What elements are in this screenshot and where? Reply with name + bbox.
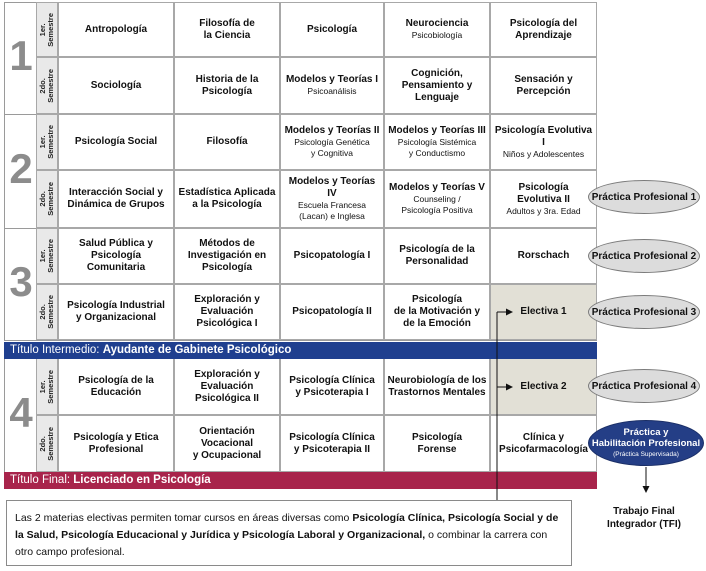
- subject-title: Orientación: [199, 425, 255, 437]
- subject-title: Psicología Clínica: [289, 431, 375, 443]
- subject-title: Modelos y Teorías IV: [288, 176, 376, 199]
- year-number: 3: [9, 258, 33, 305]
- semester-label-line: 1er.: [38, 23, 48, 36]
- subject-title: Psicología: [201, 262, 252, 273]
- subject-title: Psicología del: [509, 17, 578, 29]
- semester-label-line: 1er.: [38, 380, 48, 393]
- subject-subtitle: (Lacan) e Inglesa: [299, 211, 365, 221]
- subject-subtitle: Adultos y 3ra. Edad: [506, 205, 581, 216]
- semester-label-line: Semestre: [46, 182, 55, 216]
- subject-subtitle: Psicología Positiva: [401, 205, 473, 215]
- subject-title: Psicología y Etica: [73, 431, 159, 443]
- subject-subtitle: Psicoanálisis: [307, 86, 357, 96]
- semester-label-line: Semestre: [46, 239, 55, 273]
- subject-title: Psicopatología I: [293, 250, 371, 261]
- subject-title: Percepción: [516, 85, 571, 97]
- subject-title: Psicología: [411, 294, 462, 305]
- practice-oval: Práctica Profesional 2: [588, 239, 700, 273]
- subject-title: Lenguaje: [415, 91, 459, 103]
- subject-title: de la Emoción: [403, 318, 471, 329]
- subject-title: Cognición,: [411, 67, 463, 79]
- subject-title: Electiva 2: [520, 380, 567, 392]
- supervised-practice-oval: [588, 420, 704, 466]
- subject-title: Neurobiología de los: [387, 374, 487, 386]
- subject-title: Modelos y Teorías V: [389, 182, 485, 193]
- tfi-label: [596, 505, 692, 531]
- semester-label-line: Semestre: [46, 125, 55, 159]
- semester-label-line: Semestre: [46, 68, 55, 103]
- subject-title: Psicología Evolutiva I: [494, 124, 593, 148]
- year-number: 2: [9, 145, 33, 192]
- subject-title: Psicológica II: [195, 392, 259, 404]
- subject-title: Trastornos Mentales: [388, 386, 486, 398]
- subject-title: Historia de la: [195, 73, 259, 85]
- semester-label-line: Semestre: [46, 426, 55, 461]
- subject-title: Profesional: [88, 443, 144, 455]
- subject-subtitle: Counseling /: [413, 194, 461, 204]
- subject-title: Psicofarmacología: [499, 443, 588, 455]
- subject-title: Interacción Social y: [69, 187, 163, 198]
- subject-title: Psicología Clínica: [289, 374, 375, 386]
- semester-label-line: Semestre: [46, 295, 55, 329]
- semester-label-line: 1er.: [38, 135, 48, 149]
- supervised-practice-line2: Habilitación Profesional: [591, 437, 701, 449]
- subject-title: Aprendizaje: [515, 29, 572, 41]
- subject-title: Neurociencia: [405, 18, 469, 29]
- subject-title: Exploración y: [194, 368, 260, 380]
- note-bold: Psicología Clínica, Psicología Social y de la Salud, Psicología Educacional y Jurídica y Psicología Laboral y Organizacional,: [15, 512, 559, 541]
- subject-title: Vocacional: [200, 437, 254, 449]
- subject-title: Antropología: [84, 23, 148, 35]
- practice-oval: Práctica Profesional 1: [588, 180, 700, 214]
- subject-title: Educación: [90, 386, 142, 398]
- subject-title: Estadística Aplicada: [178, 187, 276, 198]
- year-number: 4: [9, 389, 33, 436]
- note-text-1: Las 2 materias electivas permiten tomar cursos en áreas diversas como: [15, 512, 353, 524]
- subject-title: Pensamiento y: [401, 79, 473, 91]
- subject-title: Dinámica de Grupos: [67, 199, 165, 210]
- subject-title: Personalidad: [405, 256, 469, 267]
- subject-title: Modelos y Teorías II: [284, 125, 380, 136]
- electives-note: [6, 500, 572, 566]
- semester-label-line: 2do.: [38, 191, 48, 207]
- subject-title: de la Motivación y: [393, 306, 481, 317]
- semester-label-line: 1er.: [38, 249, 48, 263]
- year-number: 1: [9, 32, 33, 79]
- subject-subtitle: Escuela Francesa: [297, 200, 367, 210]
- subject-title: Evaluación: [200, 380, 254, 392]
- subject-title: Comunitaria: [86, 262, 146, 273]
- subject-title: Modelos y Teorías I: [285, 74, 379, 85]
- subject-subtitle: Psicología Sistémica: [397, 137, 477, 147]
- subject-title: y Psicoterapia II: [293, 443, 371, 455]
- connector-arrows: [497, 312, 646, 500]
- subject-title: Sociología: [90, 79, 142, 91]
- intermediate-title-band-name: Ayudante de Gabinete Psicológico: [102, 344, 292, 356]
- note-text-2: o combinar la carrera con otro campo profesional.: [15, 529, 548, 558]
- subject-title: Rorschach: [517, 250, 570, 261]
- subject-title: Salud Pública y: [79, 238, 153, 249]
- semester-label-line: 2do.: [38, 435, 48, 452]
- subject-title: Psicología: [518, 181, 569, 193]
- subject-title: Psicología de la: [399, 244, 475, 255]
- practice-oval: Práctica Profesional 4: [588, 369, 700, 403]
- subject-title: y Psicoterapia I: [295, 386, 369, 398]
- subject-subtitle: Psicobiología: [411, 30, 463, 40]
- intermediate-title-band-prefix: Título Intermedio:: [10, 344, 103, 356]
- subject-title: y Organizacional: [75, 312, 157, 323]
- subject-title: Clínica y: [522, 431, 565, 443]
- subject-title: Psicología: [411, 431, 462, 443]
- subject-title: Psicología: [306, 23, 357, 35]
- final-title-band-prefix: Título Final:: [10, 474, 74, 486]
- subject-title: Filosofía: [206, 136, 248, 147]
- subject-subtitle: Psicología Genética: [294, 137, 370, 147]
- subject-title: Forense: [417, 443, 457, 455]
- semester-label-line: 2do.: [38, 77, 48, 94]
- subject-subtitle: y Cognitiva: [310, 148, 354, 158]
- semester-label-line: 2do.: [38, 304, 48, 320]
- subject-title: Investigación en: [187, 250, 267, 261]
- subject-title: Psicología Social: [74, 136, 158, 147]
- subject-title: Evaluación: [200, 306, 254, 317]
- subject-title: Exploración y: [194, 294, 260, 305]
- subject-title: Psicología: [90, 250, 141, 261]
- final-title-band-name: Licenciado en Psicología: [73, 474, 211, 486]
- subject-title: Psicología: [201, 85, 252, 97]
- subject-title: y Ocupacional: [192, 449, 262, 461]
- subject-title: Psicología de la: [78, 374, 154, 386]
- semester-label-line: Semestre: [46, 369, 55, 404]
- tfi-line1: Trabajo Final: [613, 506, 675, 517]
- subject-title: Métodos de: [199, 238, 255, 249]
- subject-title: Psicopatología II: [292, 306, 372, 317]
- subject-title: Filosofía de: [199, 17, 255, 29]
- subject-title: Modelos y Teorías III: [388, 125, 486, 136]
- subject-title: a la Psicología: [192, 199, 262, 210]
- subject-title: la Ciencia: [203, 29, 251, 41]
- supervised-practice-line3: (Práctica Supervisada): [613, 450, 679, 458]
- subject-title: Psicología Industrial: [67, 300, 165, 311]
- tfi-line2: Integrador (TFI): [607, 519, 681, 530]
- subject-title: Psicológica I: [196, 318, 258, 329]
- subject-title: Evolutiva II: [517, 193, 570, 205]
- subject-subtitle: y Conductismo: [408, 148, 466, 158]
- subject-title: Sensación y: [514, 73, 573, 85]
- practice-oval: Práctica Profesional 3: [588, 295, 700, 329]
- subject-subtitle: Niños y Adolescentes: [502, 148, 585, 159]
- subject-title: Electiva 1: [520, 306, 567, 317]
- supervised-practice-line1: Práctica y: [623, 426, 669, 438]
- semester-label-line: Semestre: [46, 12, 55, 47]
